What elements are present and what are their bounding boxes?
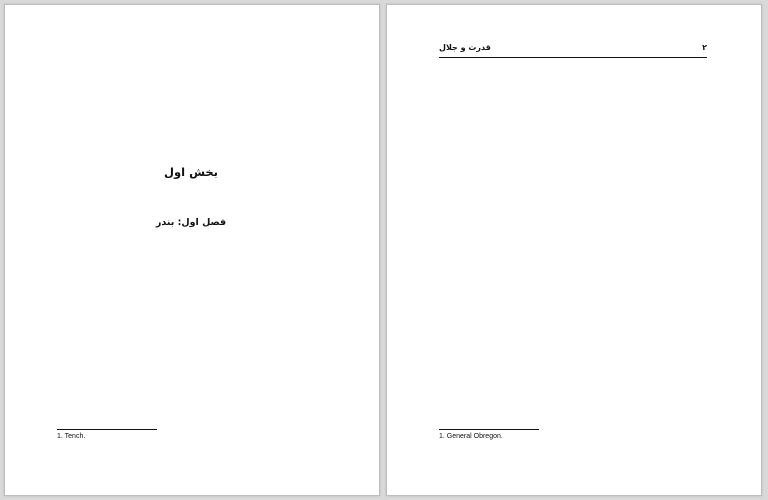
part-title: بخش اول (164, 165, 218, 179)
book-page-left (4, 4, 380, 496)
chapter-title: فصل اول: بندر (155, 217, 227, 228)
header-divider (439, 57, 707, 58)
footnote-divider (57, 429, 157, 430)
book-page-right (386, 4, 762, 496)
left-body-text (57, 243, 325, 421)
footnote: 1. Tench. (57, 433, 86, 440)
right-body-text (439, 67, 707, 421)
running-header (439, 43, 707, 55)
footnote: 1. General Obregon. (439, 433, 503, 440)
running-header-title: قدرت و جلال (439, 43, 491, 52)
page-number: ۲ (702, 43, 707, 52)
footnote-divider (439, 429, 539, 430)
